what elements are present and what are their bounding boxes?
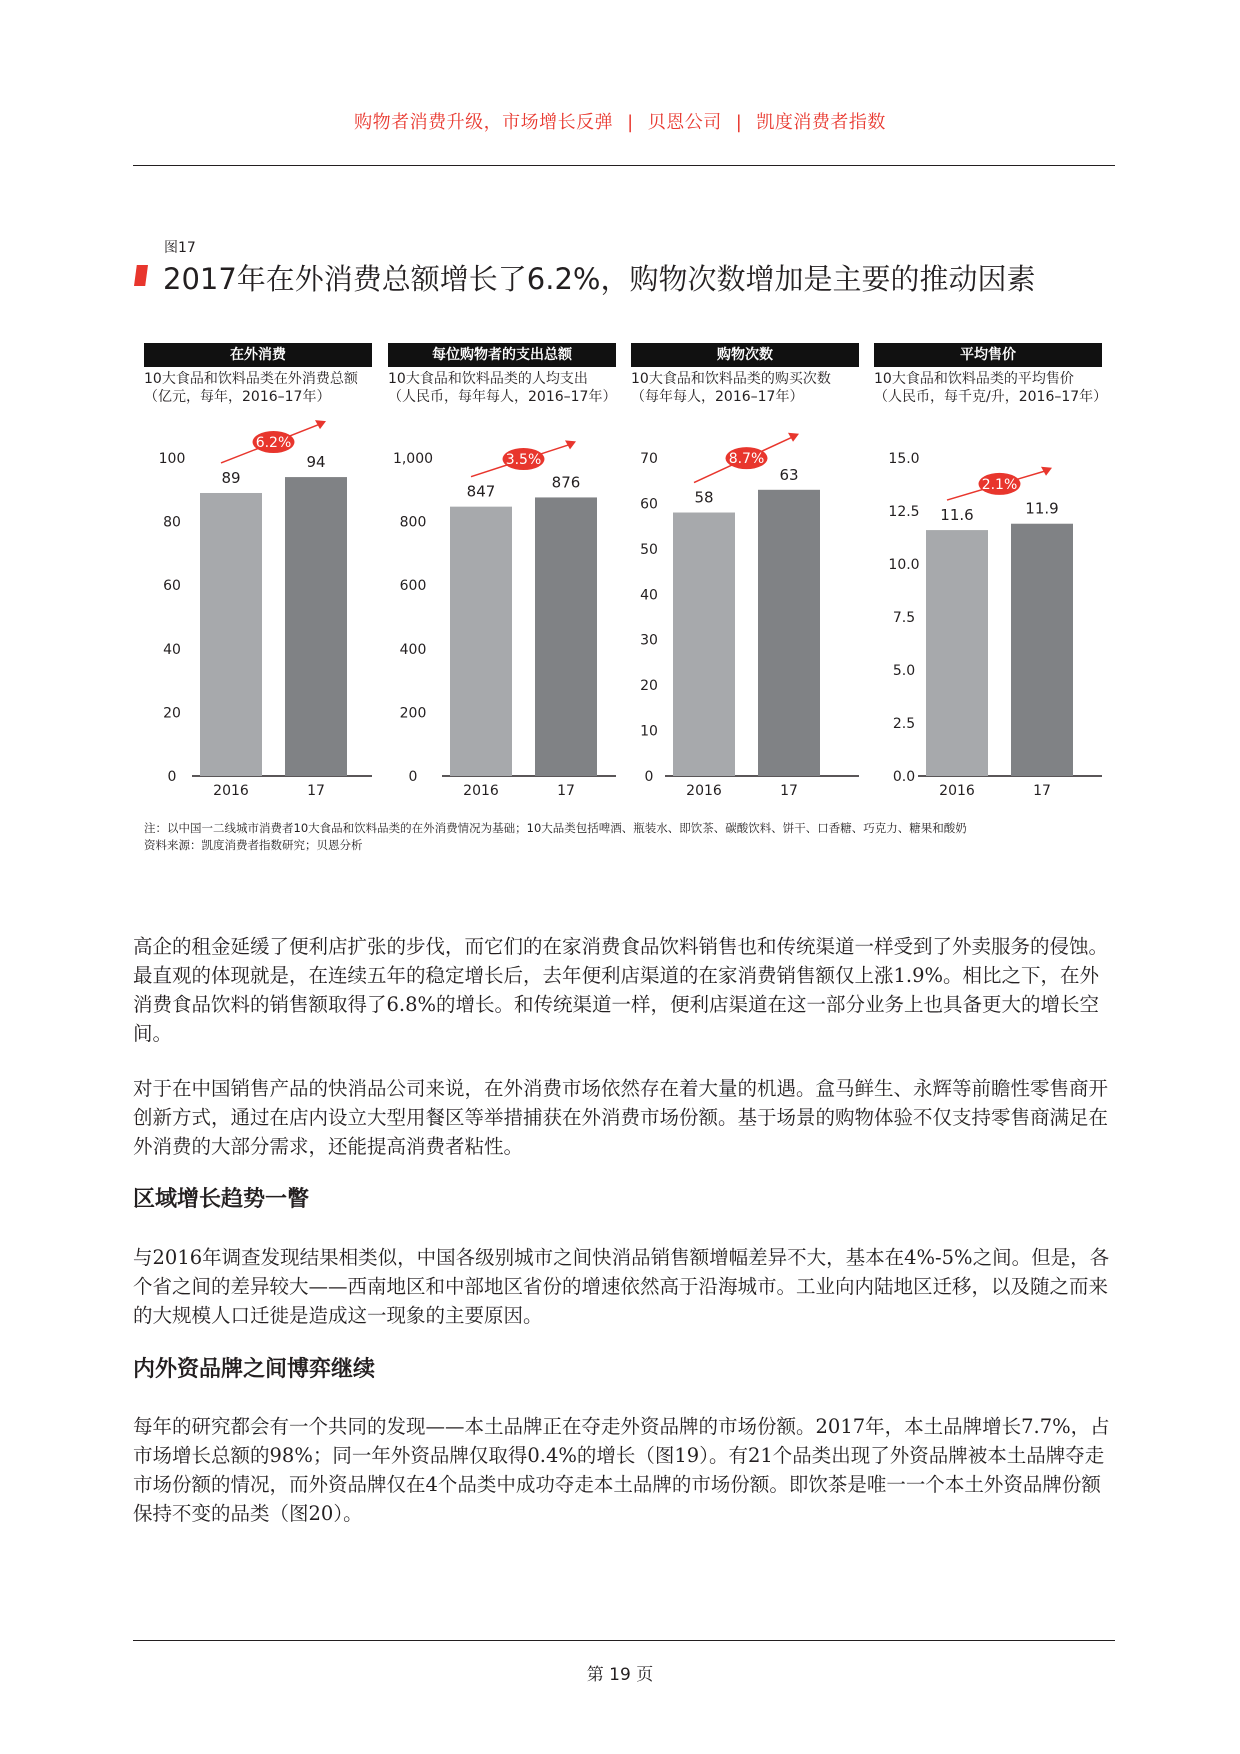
growth-rate-label: 3.5% bbox=[505, 452, 542, 469]
x-tick-label: 2016 bbox=[213, 783, 249, 799]
data-label: 847 bbox=[466, 482, 496, 501]
bar bbox=[285, 477, 347, 776]
x-tick-label: 17 bbox=[780, 783, 798, 799]
figure-label: 图17 bbox=[164, 240, 196, 256]
y-tick-label: 5.0 bbox=[892, 663, 916, 679]
chart-title: 平均售价 bbox=[874, 343, 1102, 367]
growth-rate-label: 6.2% bbox=[255, 435, 292, 452]
chart-subtitle: 10大食品和饮料品类的平均售价 bbox=[874, 371, 1074, 387]
body-paragraph: 高企的租金延缓了便利店扩张的步伐，而它们的在家消费食品饮料销售也和传统渠道一样受到了外卖服务的侵蚀。最直观的体现就是，在连续五年的稳定增长后，去年便利店渠道的在家消费销售额仅上涨1.9%。相比之下，在外消费食品饮料的销售额取得了6.8%的增长。和传统渠道一样，便利店渠道在这一部分业务上也具备更大的增长空间。 bbox=[133, 935, 1109, 1045]
data-label: 11.9 bbox=[1025, 499, 1059, 518]
chart-title: 在外消费 bbox=[144, 343, 372, 367]
figure-title: 2017年在外消费总额增长了6.2%，购物次数增加是主要的推动因素 bbox=[163, 262, 1036, 296]
bar bbox=[450, 507, 512, 776]
y-tick-label: 40 bbox=[163, 641, 181, 658]
figure-note: 注：以中国一二线城市消费者10大食品和饮料品类的在外消费情况为基础；10大品类包括啤酒、瓶装水、即饮茶、碳酸饮料、饼干、口香糖、巧克力、糖果和酸奶 bbox=[144, 821, 967, 835]
y-tick-label: 80 bbox=[163, 514, 181, 531]
figure-source: 资料来源：凯度消费者指数研究；贝恩分析 bbox=[144, 838, 363, 852]
header-report: 凯度消费者指数 bbox=[756, 112, 886, 133]
y-tick-label: 600 bbox=[399, 578, 427, 595]
y-tick-label: 0.0 bbox=[892, 769, 916, 785]
y-tick-label: 10.0 bbox=[888, 557, 920, 573]
bar bbox=[200, 493, 262, 776]
chart-title: 每位购物者的支出总额 bbox=[388, 343, 616, 367]
y-tick-label: 0 bbox=[644, 769, 654, 785]
chart-subtitle: （人民币，每年每人，2016–17年） bbox=[388, 389, 617, 405]
y-tick-label: 12.5 bbox=[888, 504, 920, 520]
x-tick-label: 17 bbox=[557, 783, 575, 799]
figure-marker bbox=[134, 265, 148, 286]
y-tick-label: 50 bbox=[640, 541, 658, 558]
chart-panel-out-of-home-spend bbox=[144, 343, 372, 799]
growth-rate-label: 8.7% bbox=[728, 451, 765, 468]
y-tick-label: 15.0 bbox=[888, 451, 920, 467]
y-tick-label: 20 bbox=[640, 678, 658, 695]
x-tick-label: 17 bbox=[1033, 783, 1051, 799]
running-header bbox=[0, 108, 1240, 134]
chart-subtitle: 10大食品和饮料品类在外消费总额 bbox=[144, 371, 358, 387]
growth-rate-label: 2.1% bbox=[981, 476, 1018, 493]
header-separator: | bbox=[735, 112, 743, 133]
y-tick-label: 100 bbox=[158, 451, 186, 467]
footer-divider bbox=[133, 1640, 1115, 1641]
bar bbox=[673, 513, 735, 776]
body-paragraph: 与2016年调查发现结果相类似，中国各级别城市之间快消品销售额增幅差异不大，基本在4%-5%之间。但是，各个省之间的差异较大——西南地区和中部地区省份的增速依然高于沿海城市。工业向内陆地区迁移，以及随之而来的大规模人口迁徙是造成这一现象的主要原因。 bbox=[133, 1246, 1110, 1327]
y-tick-label: 40 bbox=[640, 587, 658, 604]
chart-subtitle: （人民币，每千克/升，2016–17年） bbox=[874, 389, 1108, 405]
header-company: 贝恩公司 bbox=[647, 112, 722, 133]
chart-subtitle: （亿元，每年，2016–17年） bbox=[144, 389, 331, 405]
data-label: 58 bbox=[694, 488, 714, 507]
x-tick-label: 2016 bbox=[686, 783, 722, 799]
header-separator: | bbox=[627, 112, 634, 133]
y-tick-label: 10 bbox=[640, 723, 658, 740]
data-label: 94 bbox=[306, 453, 326, 472]
y-tick-label: 200 bbox=[399, 705, 427, 722]
y-tick-label: 20 bbox=[163, 705, 181, 722]
chart-panel-shopping-trips bbox=[631, 343, 859, 799]
chart-subtitle: 10大食品和饮料品类的购买次数 bbox=[631, 371, 831, 387]
bar bbox=[758, 490, 820, 776]
y-tick-label: 0 bbox=[408, 769, 418, 785]
bar-chart bbox=[144, 433, 372, 799]
y-tick-label: 30 bbox=[640, 632, 658, 649]
x-tick-label: 2016 bbox=[939, 783, 975, 799]
bar-chart bbox=[631, 433, 859, 799]
x-tick-label: 17 bbox=[307, 783, 325, 799]
chart-subtitle: 10大食品和饮料品类的人均支出 bbox=[388, 371, 588, 387]
chart-panel-average-price bbox=[874, 343, 1108, 799]
section-heading: 内外资品牌之间博弈继续 bbox=[133, 1357, 376, 1382]
growth-arrow-head bbox=[788, 433, 799, 442]
section-heading: 区域增长趋势一瞥 bbox=[133, 1187, 310, 1212]
y-tick-label: 0 bbox=[167, 769, 177, 785]
header-divider bbox=[133, 165, 1115, 166]
bar bbox=[1011, 524, 1073, 776]
y-tick-label: 60 bbox=[163, 578, 181, 595]
bar-chart bbox=[874, 433, 1102, 799]
x-tick-label: 2016 bbox=[463, 783, 499, 799]
y-tick-label: 60 bbox=[640, 496, 658, 513]
header-title: 购物者消费升级，市场增长反弹 bbox=[354, 112, 614, 133]
data-label: 11.6 bbox=[940, 506, 974, 525]
y-tick-label: 7.5 bbox=[892, 610, 916, 626]
chart-panel-spend-per-shopper bbox=[388, 343, 617, 799]
y-tick-label: 400 bbox=[399, 641, 427, 658]
page-number: 第 19 页 bbox=[586, 1665, 654, 1685]
bar bbox=[535, 497, 597, 776]
y-tick-label: 2.5 bbox=[892, 716, 916, 732]
chart-subtitle: （每年每人，2016–17年） bbox=[631, 389, 804, 405]
body-paragraph: 对于在中国销售产品的快消品公司来说，在外消费市场依然存在着大量的机遇。盒马鲜生、永辉等前瞻性零售商开创新方式，通过在店内设立大型用餐区等举措捕获在外消费市场份额。基于场景的购物体验不仅支持零售商满足在外消费的大部分需求，还能提高消费者粘性。 bbox=[133, 1077, 1109, 1158]
growth-arrow-head bbox=[315, 420, 326, 429]
y-tick-label: 70 bbox=[640, 451, 658, 467]
data-label: 89 bbox=[221, 468, 241, 487]
y-tick-label: 1,000 bbox=[392, 451, 434, 467]
bar-chart bbox=[388, 433, 616, 799]
y-tick-label: 800 bbox=[399, 514, 427, 531]
data-label: 63 bbox=[779, 465, 799, 484]
body-paragraph: 每年的研究都会有一个共同的发现——本土品牌正在夺走外资品牌的市场份额。2017年，本土品牌增长7.7%，占市场增长总额的98%；同一年外资品牌仅取得0.4%的增长（图19）。有21个品类出现了外资品牌被本土品牌夺走市场份额的情况，而外资品牌仅在4个品类中成功夺走本土品牌的市场份额。即饮茶是唯一一个本土外资品牌份额保持不变的品类（图20）。 bbox=[133, 1415, 1110, 1525]
bar bbox=[926, 530, 988, 776]
chart-title: 购物次数 bbox=[631, 343, 859, 367]
data-label: 876 bbox=[551, 473, 581, 492]
